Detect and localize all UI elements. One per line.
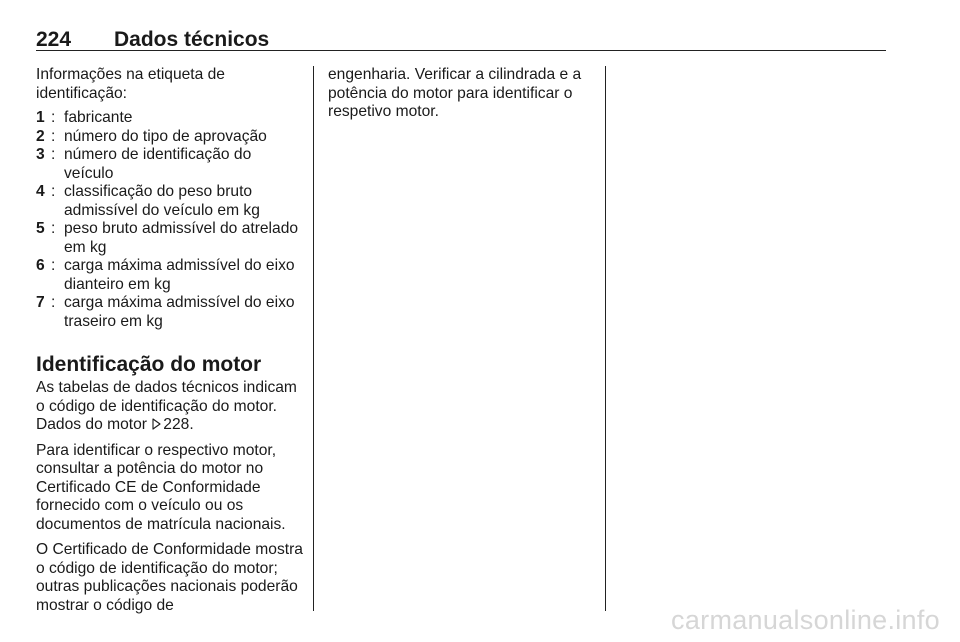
- paragraph-text: As tabelas de dados técnicos indicam o código de identificação do motor. Dados do motor: [36, 379, 297, 433]
- page-reference-number: 228: [163, 416, 190, 433]
- legend-item: [36, 128, 304, 147]
- legend-item: [36, 220, 304, 257]
- legend-text: fabricante: [64, 109, 133, 126]
- legend-intro: Informações na etiqueta de identificação:: [36, 66, 225, 102]
- legend-text: carga máxima admissível do eixo dianteiro em kg: [64, 257, 295, 293]
- watermark: carmanualsonline.info: [671, 605, 940, 635]
- legend-separator: :: [51, 109, 56, 126]
- label-legend: [36, 109, 304, 331]
- paragraph-end: .: [189, 416, 194, 433]
- legend-number: 5: [36, 220, 45, 237]
- legend-item: [36, 146, 304, 183]
- legend-separator: :: [51, 146, 56, 163]
- middle-column: [328, 66, 596, 122]
- legend-separator: :: [51, 183, 56, 200]
- paragraph: [36, 379, 304, 435]
- legend-number: 2: [36, 127, 45, 145]
- legend-separator: :: [51, 257, 56, 274]
- section-heading: Identificação do motor: [36, 353, 262, 376]
- column-divider: [313, 66, 314, 611]
- header-rule: [36, 50, 886, 51]
- paragraph: Para identificar o respectivo motor, consultar a potência do motor no Certificado CE de Conformidade fornecido com o veículo ou os documentos de matrícula nacionais.: [36, 441, 286, 533]
- page-reference-link[interactable]: [151, 416, 189, 433]
- legend-separator: :: [51, 294, 56, 311]
- legend-text: número do tipo de aprovação: [64, 127, 267, 145]
- legend-number: 4: [36, 183, 45, 200]
- paragraph: engenharia. Verificar a cilindrada e a potência do motor para identificar o respetivo motor.: [328, 66, 582, 120]
- page-reference-arrow-icon: [152, 418, 161, 430]
- legend-number: 6: [36, 257, 45, 274]
- legend-text: peso bruto admissível do atrelado em kg: [64, 220, 299, 256]
- legend-item: [36, 183, 304, 220]
- legend-item: [36, 109, 304, 128]
- left-column: [36, 66, 304, 615]
- column-divider: [605, 66, 606, 611]
- paragraph: O Certificado de Conformidade mostra o código de identificação do motor; outras publicações nacionais poderão mostrar o código de: [36, 541, 303, 614]
- page-title: Dados técnicos: [114, 28, 270, 51]
- legend-number: 7: [36, 294, 45, 311]
- page-number: 224: [36, 28, 72, 51]
- legend-item: [36, 294, 304, 331]
- legend-item: [36, 257, 304, 294]
- legend-text: carga máxima admissível do eixo traseiro em kg: [64, 294, 295, 330]
- legend-number: 3: [36, 146, 45, 163]
- legend-text: número de identificação do veículo: [64, 146, 252, 182]
- legend-separator: :: [51, 220, 56, 237]
- legend-text: classificação do peso bruto admissível do veículo em kg: [64, 183, 260, 219]
- legend-separator: :: [51, 127, 56, 145]
- legend-number: 1: [36, 109, 45, 126]
